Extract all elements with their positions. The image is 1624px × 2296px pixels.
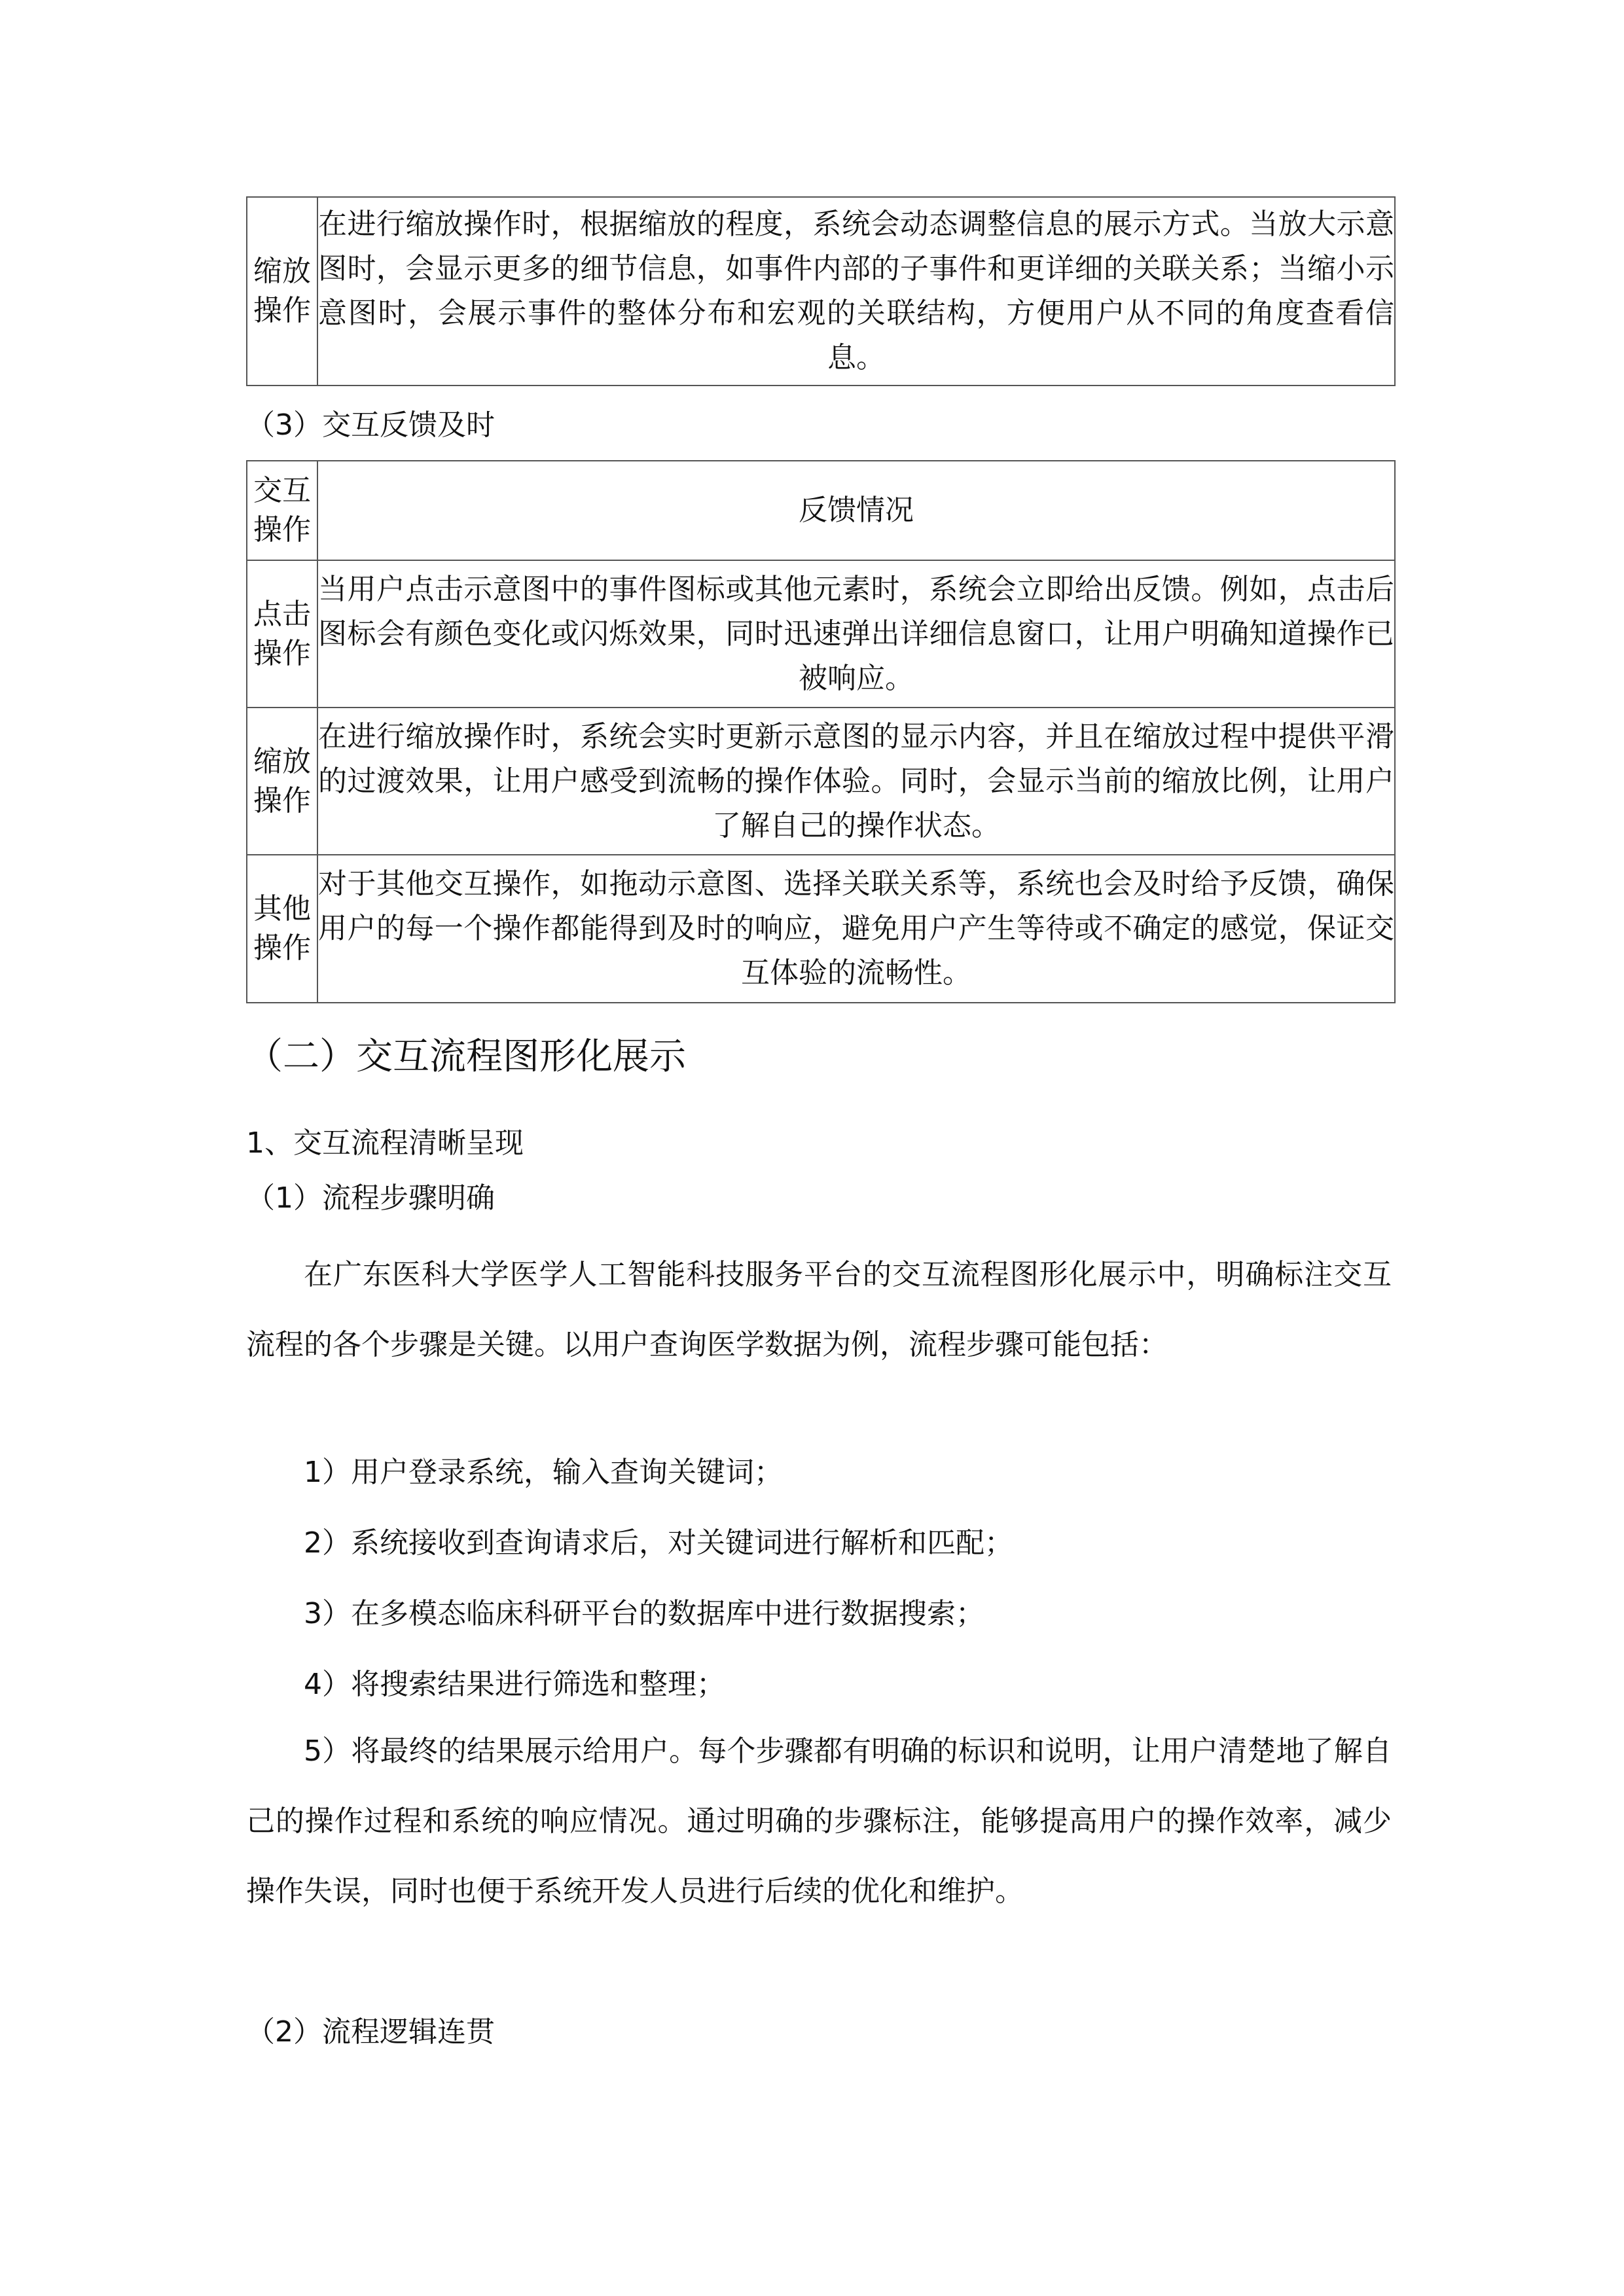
table-row — [247, 855, 1395, 1003]
list-item: 2）系统接收到查询请求后，对关键词进行解析和匹配； — [304, 1526, 1013, 1560]
table-row — [247, 708, 1395, 855]
row-label: 点击 操作 — [247, 560, 317, 708]
subheading: （2）流程逻辑连贯 — [246, 2015, 495, 2049]
row-description: 当用户点击示意图中的事件图标或其他元素时，系统会立即给出反馈。例如，点击后图标会有颜色变化或闪烁效果，同时迅速弹出详细信息窗口，让用户明确知道操作已被响应。 — [317, 560, 1395, 708]
section-label: （3）交互反馈及时 — [246, 408, 495, 442]
header-label: 交互 操作 — [247, 461, 317, 560]
list-item: 4）将搜索结果进行筛选和整理； — [304, 1668, 725, 1701]
feedback-table — [246, 460, 1396, 1003]
row-description: 在进行缩放操作时，根据缩放的程度，系统会动态调整信息的展示方式。当放大示意图时，会显示更多的细节信息，如事件内部的子事件和更详细的关联关系；当缩小示意图时，会展示事件的整体分布和宏观的关联结构，方便用户从不同的角度查看信息。 — [317, 197, 1395, 386]
table-row — [247, 197, 1395, 386]
row-description: 对于其他交互操作，如拖动示意图、选择关联关系等，系统也会及时给予反馈，确保用户的每一个操作都能得到及时的响应，避免用户产生等待或不确定的感觉，保证交互体验的流畅性。 — [317, 855, 1395, 1003]
row-label: 缩放 操作 — [247, 197, 317, 386]
paragraph: 5）将最终的结果展示给用户。每个步骤都有明确的标识和说明，让用户清楚地了解自己的操作过程和系统的响应情况。通过明确的步骤标注，能够提高用户的操作效率，减少操作失误，同时也便于系统开发人员进行后续的优化和维护。 — [246, 1734, 1392, 1908]
subheading: （1）流程步骤明确 — [246, 1181, 495, 1215]
subheading: 1、交互流程清晰呈现 — [246, 1126, 524, 1160]
table-header-row — [247, 461, 1395, 560]
row-description: 在进行缩放操作时，系统会实时更新示意图的显示内容，并且在缩放过程中提供平滑的过渡效果，让用户感受到流畅的操作体验。同时，会显示当前的缩放比例，让用户了解自己的操作状态。 — [317, 708, 1395, 855]
table-row — [247, 560, 1395, 708]
list-item: 3）在多模态临床科研平台的数据库中进行数据搜索； — [304, 1597, 984, 1630]
header-title: 反馈情况 — [317, 461, 1395, 560]
row-label: 其他 操作 — [247, 855, 317, 1003]
paragraph: 在广东医科大学医学人工智能科技服务平台的交互流程图形化展示中，明确标注交互流程的各个步骤是关键。以用户查询医学数据为例，流程步骤可能包括： — [246, 1258, 1392, 1361]
list-item: 1）用户登录系统，输入查询关键词； — [304, 1456, 783, 1489]
section-heading: （二）交互流程图形化展示 — [246, 1035, 686, 1078]
zoom-operation-table — [246, 196, 1396, 386]
row-label: 缩放 操作 — [247, 708, 317, 855]
